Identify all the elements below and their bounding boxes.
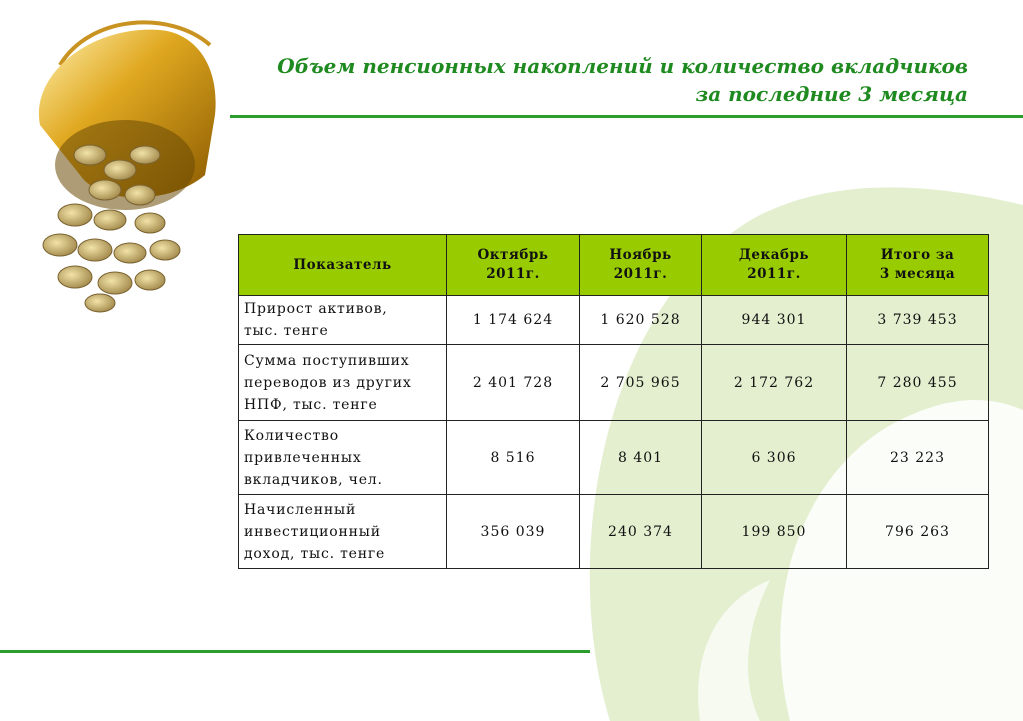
cell-value: 6 306 [702, 421, 847, 495]
title-line-2: за последние 3 месяца [695, 82, 968, 106]
cell-value: 8 401 [580, 421, 702, 495]
cell-value: 796 263 [847, 495, 989, 569]
cell-value: 8 516 [447, 421, 580, 495]
table-row [239, 296, 989, 345]
cell-value: 944 301 [702, 296, 847, 345]
cell-value: 199 850 [702, 495, 847, 569]
bottom-divider [0, 650, 590, 653]
table-row [239, 421, 989, 495]
header-november: Ноябрь 2011г. [580, 235, 702, 296]
table-row [239, 345, 989, 421]
coin-bucket-image [20, 5, 225, 315]
table-header-row [239, 235, 989, 296]
cell-value: 2 172 762 [702, 345, 847, 421]
top-divider [230, 115, 1023, 118]
header-october: Октябрь 2011г. [447, 235, 580, 296]
row-label: Начисленный инвестиционный доход, тыс. тенге [239, 495, 447, 569]
cell-value: 356 039 [447, 495, 580, 569]
cell-value: 240 374 [580, 495, 702, 569]
row-label: Количество привлеченных вкладчиков, чел. [239, 421, 447, 495]
header-total: Итого за 3 месяца [847, 235, 989, 296]
cell-value: 1 174 624 [447, 296, 580, 345]
header-december: Декабрь 2011г. [702, 235, 847, 296]
cell-value: 2 401 728 [447, 345, 580, 421]
row-label: Прирост активов, тыс. тенге [239, 296, 447, 345]
page-title [228, 52, 968, 108]
table-row [239, 495, 989, 569]
pension-table [238, 234, 989, 569]
cell-value: 23 223 [847, 421, 989, 495]
cell-value: 3 739 453 [847, 296, 989, 345]
cell-value: 1 620 528 [580, 296, 702, 345]
cell-value: 7 280 455 [847, 345, 989, 421]
row-label: Сумма поступивших переводов из других НПФ, тыс. тенге [239, 345, 447, 421]
cell-value: 2 705 965 [580, 345, 702, 421]
header-indicator: Показатель [239, 235, 447, 296]
title-line-1: Объем пенсионных накоплений и количество вкладчиков [277, 54, 968, 78]
